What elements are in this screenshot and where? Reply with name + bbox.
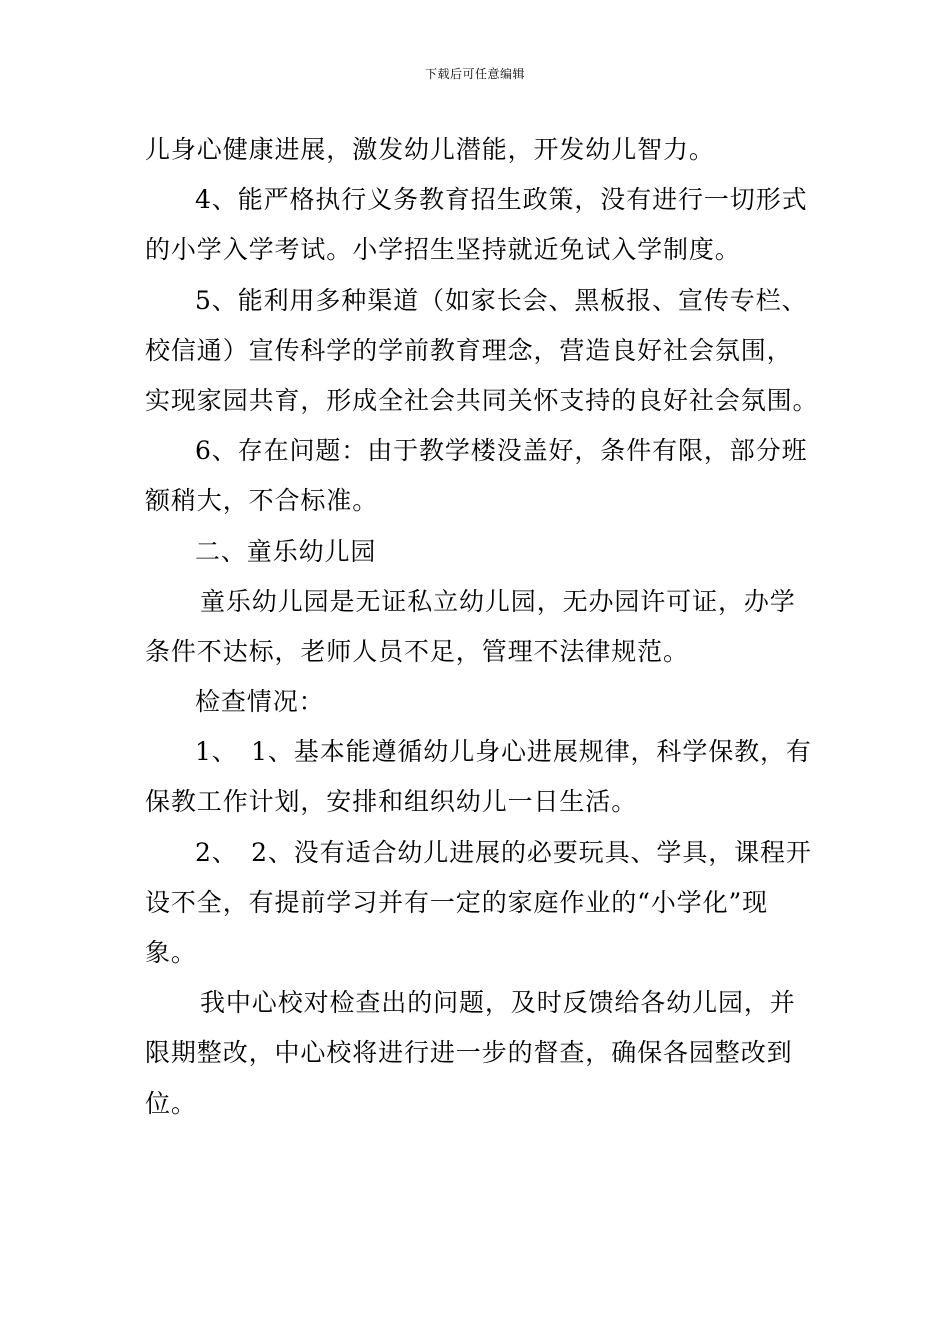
text-line: 我中心校对检查出的问题，及时反馈给各幼儿园，并 bbox=[200, 988, 796, 1018]
text-line: 5、能利用多种渠道（如家长会、黑板报、宣传专栏、 bbox=[195, 285, 808, 315]
text-line: 童乐幼儿园是无证私立幼儿园，无办园许可证，办学 bbox=[200, 586, 796, 616]
text-line: 校信通）宣传科学的学前教育理念，营造良好社会氛围， bbox=[145, 335, 793, 365]
text-line: 实现家园共育，形成全社会共同关怀支持的良好社会氛围。 bbox=[145, 385, 819, 415]
text-line: 限期整改，中心校将进行进一步的督查，确保各园整改到 bbox=[145, 1038, 793, 1068]
text-line: 2、 2、没有适合幼儿进展的必要玩具、学具，课程开 bbox=[195, 837, 812, 867]
document-body bbox=[145, 125, 819, 1129]
text-line: 条件不达标，老师人员不足，管理不法律规范。 bbox=[145, 636, 689, 666]
section-heading: 二、童乐幼儿园 bbox=[195, 536, 377, 566]
text-line: 6、存在问题：由于教学楼没盖好，条件有限，部分班 bbox=[195, 436, 808, 466]
subheading: 检查情况： bbox=[195, 687, 325, 717]
text-line: 的小学入学考试。小学招生坚持就近免试入学制度。 bbox=[145, 235, 741, 265]
text-line: 1、 1、基本能遵循幼儿身心进展规律，科学保教，有 bbox=[195, 737, 812, 767]
text-line: 象。 bbox=[145, 938, 197, 967]
text-line: 儿身心健康进展，激发幼儿潜能，开发幼儿智力。 bbox=[145, 135, 715, 164]
text-line: 保教工作计划，安排和组织幼儿一日生活。 bbox=[145, 787, 638, 817]
text-line: 位。 bbox=[145, 1088, 197, 1118]
text-line: 设不全，有提前学习并有一定的家庭作业的“小学化”现 bbox=[145, 887, 769, 917]
text-line: 4、能严格执行义务教育招生政策，没有进行一切形式 bbox=[195, 185, 808, 215]
page-header-note: 下载后可任意编辑 bbox=[424, 67, 525, 81]
text-line: 额稍大，不合标准。 bbox=[145, 486, 379, 516]
